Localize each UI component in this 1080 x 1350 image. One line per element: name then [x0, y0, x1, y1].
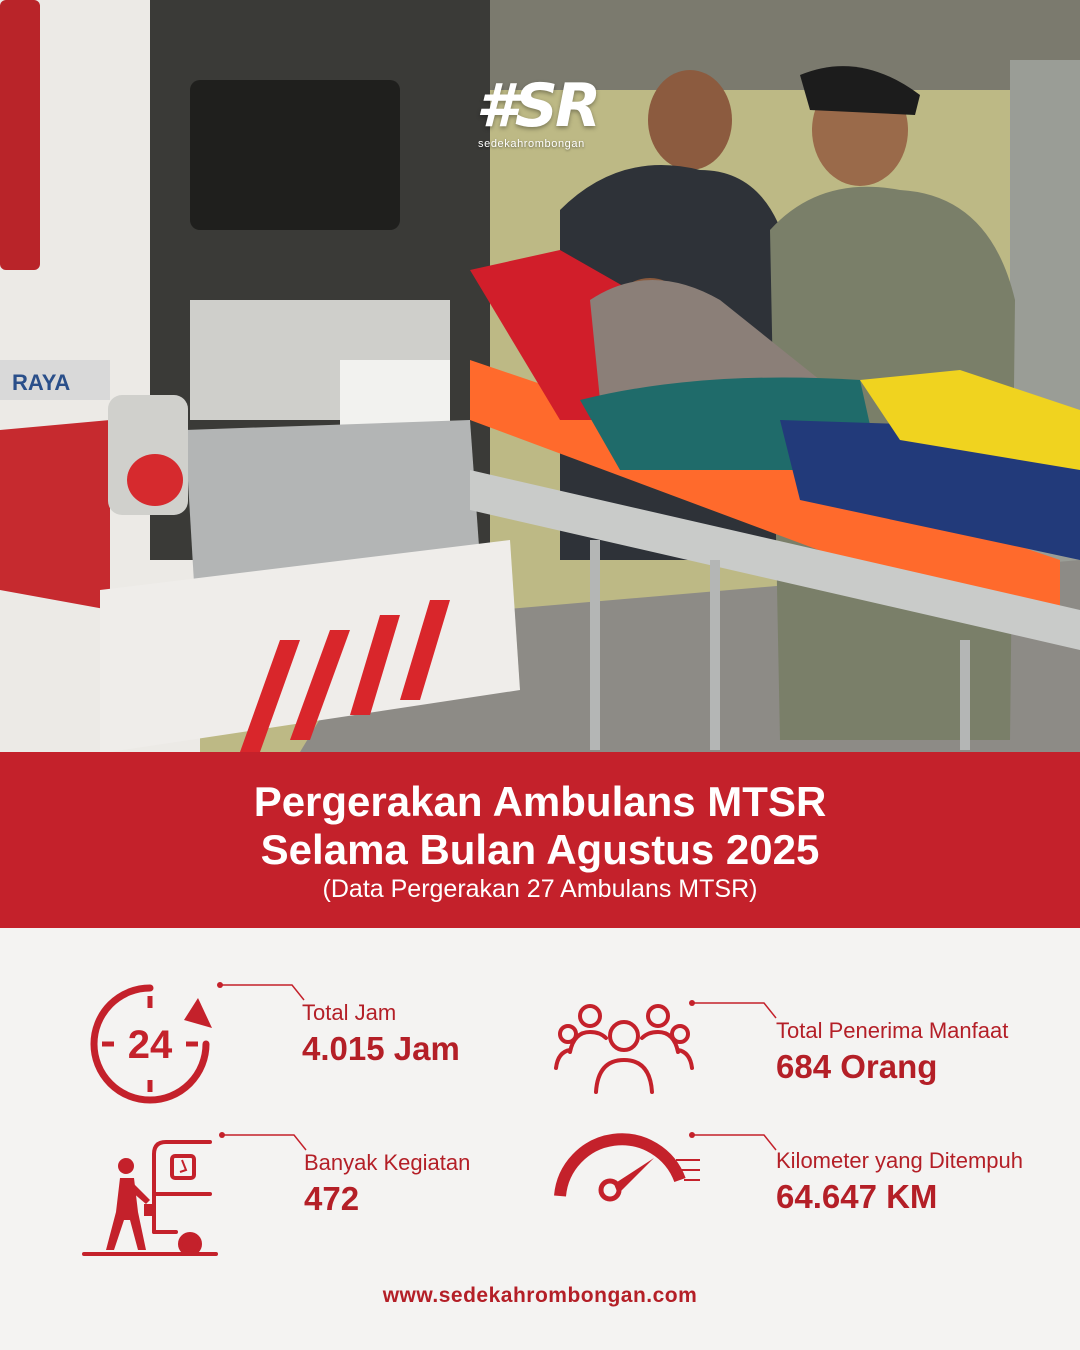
- stat-value: 64.647 KM: [776, 1178, 938, 1215]
- stat-value: 4.015 Jam: [302, 1030, 460, 1067]
- stat-leader-line: [218, 1130, 308, 1160]
- stat-value: 472: [304, 1180, 360, 1217]
- logo-subtext: sedekahrombongan: [478, 138, 585, 150]
- ambulance-patient-icon: [80, 1132, 220, 1262]
- clock-24-icon: [80, 974, 220, 1114]
- stat-leader-line: [688, 1130, 778, 1160]
- page-subtitle: (Data Pergerakan 27 Ambulans MTSR): [322, 875, 758, 903]
- stat-label: Total Jam: [302, 1000, 397, 1025]
- stat-value: 684 Orang: [776, 1048, 938, 1085]
- stat-activities: [0, 1128, 540, 1278]
- stat-distance: [540, 1128, 1080, 1278]
- ambulance-side-text: RAYA: [12, 370, 71, 395]
- page-title-line1: Pergerakan Ambulans MTSR: [253, 778, 827, 825]
- page-title-line2: Selama Bulan Agustus 2025: [260, 826, 820, 873]
- logo-mark: #SR: [476, 71, 599, 141]
- title-banner: [0, 752, 1080, 928]
- stat-label: Total Penerima Manfaat: [776, 1018, 1009, 1043]
- stat-leader-line: [688, 998, 778, 1028]
- sr-logo: [476, 71, 616, 158]
- stat-leader-line: [216, 980, 306, 1010]
- clock-24-text: 24: [127, 1023, 173, 1067]
- speedometer-icon: [552, 1130, 702, 1210]
- stat-label: Banyak Kegiatan: [304, 1150, 471, 1175]
- stat-total-hours: [0, 928, 540, 1128]
- stat-label: Kilometer yang Ditempuh: [776, 1148, 1024, 1173]
- website-link[interactable]: www.sedekahrombongan.com: [382, 1284, 698, 1307]
- people-group-icon: [554, 998, 694, 1098]
- stat-beneficiaries: [540, 928, 1080, 1128]
